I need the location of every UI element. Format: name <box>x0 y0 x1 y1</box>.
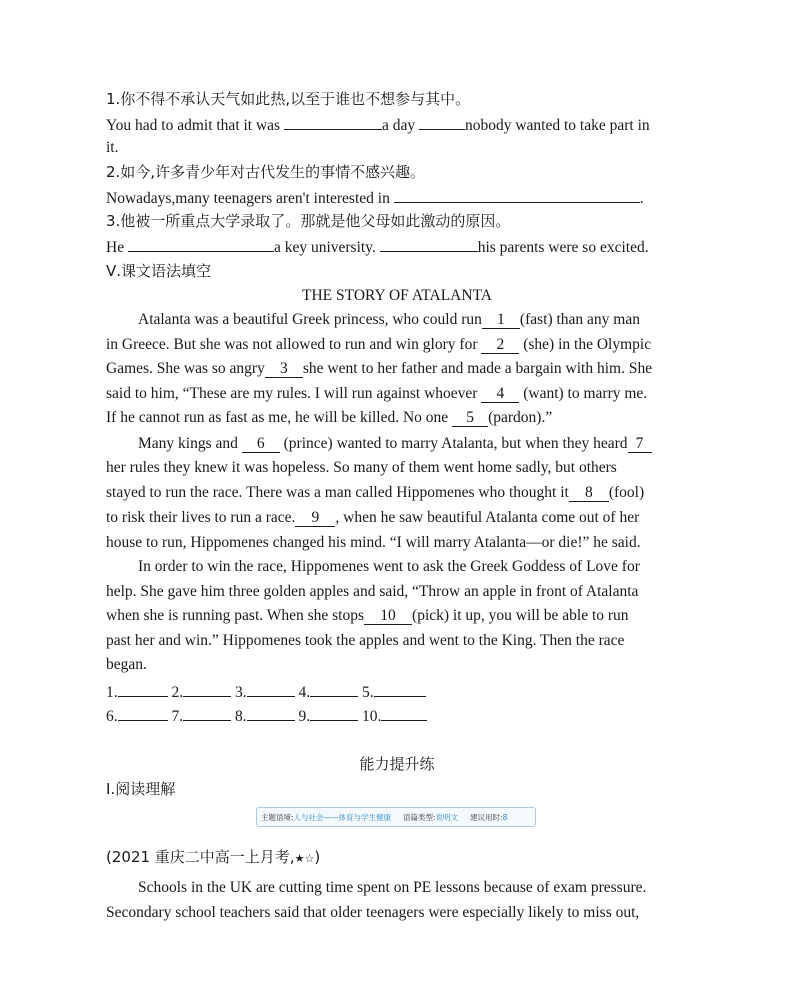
answer-blank[interactable] <box>310 681 358 697</box>
subsection-heading: Ⅰ.阅读理解 <box>106 780 176 798</box>
answer-blank[interactable] <box>183 681 231 697</box>
passage-line: In order to win the race, Hippomenes went to ask the Greek Goddess of Love for <box>138 558 640 575</box>
answer-blank[interactable] <box>247 705 295 721</box>
answer-blank[interactable] <box>183 705 231 721</box>
passage-line: help. She gave him three golden apples and said, “Throw an apple in front of Atalanta <box>106 583 639 600</box>
passage-line: in Greece. But she was not allowed to run and win glory for 2 (she) in the Olympic <box>106 336 652 353</box>
passage-line: stayed to run the race. There was a man called Hippomenes who thought it 8 (fool) <box>106 484 645 501</box>
passage-line: past her and win.” Hippomenes took the apples and went to the King. Then the race <box>106 632 625 649</box>
passage-line: Atalanta was a beautiful Greek princess, who could run 1 (fast) than any man <box>138 311 640 328</box>
passage-line: Secondary school teachers said that older teenagers were especially likely to miss out, <box>106 904 640 921</box>
source-note: (2021 重庆二中高一上月考,★☆) <box>106 848 321 866</box>
blank-number[interactable]: 4 <box>481 385 519 403</box>
question-1-english-cont: it. <box>106 139 119 156</box>
passage-line: Schools in the UK are cutting time spent on PE lessons because of exam pressure. <box>138 879 647 896</box>
answer-row: 1. 2. 3. 4. 5. <box>106 681 426 703</box>
passage-line: Many kings and 6 (prince) wanted to marry Atalanta, but when they heard 7 <box>138 434 652 454</box>
blank-number[interactable]: 1 <box>482 311 520 329</box>
blank-number[interactable]: 6 <box>242 435 280 453</box>
question-1-chinese: 1.你不得不承认天气如此热,以至于谁也不想参与其中。 <box>106 90 471 108</box>
blank-number[interactable]: 7 <box>628 435 652 453</box>
answer-blank[interactable] <box>394 187 640 203</box>
passage-line: when she is running past. When she stops 10 (pick) it up, you will be able to run <box>106 607 629 624</box>
passage-line: If he cannot run as fast as me, he will be killed. No one 5 (pardon).” <box>106 409 553 426</box>
passage-line: to risk their lives to run a race. 9 , when he saw beautiful Atalanta come out of her <box>106 509 640 526</box>
blank-number[interactable]: 2 <box>481 336 519 354</box>
answer-blank[interactable] <box>374 681 426 697</box>
passage-line: house to run, Hippomenes changed his mind. “I will marry Atalanta—or die!” he said. <box>106 534 641 551</box>
answer-blank[interactable] <box>247 681 295 697</box>
passage-line: said to him, “These are my rules. I will run against whoever 4 (want) to marry me. <box>106 385 648 402</box>
answer-blank[interactable] <box>380 236 478 252</box>
blank-number[interactable]: 5 <box>452 409 488 427</box>
answer-row: 6. 7. 8. 9. 10. <box>106 705 427 727</box>
answer-blank[interactable] <box>381 705 427 721</box>
section-heading: Ⅴ.课文语法填空 <box>106 262 212 280</box>
passage-line: her rules they knew it was hopeless. So many of them went home sadly, but others <box>106 459 617 476</box>
blank-number[interactable]: 3 <box>265 360 303 378</box>
answer-blank[interactable] <box>118 681 168 697</box>
passage-line: began. <box>106 656 147 673</box>
question-2-chinese: 2.如今,许多青少年对古代发生的事情不感兴趣。 <box>106 163 426 181</box>
question-3-chinese: 3.他被一所重点大学录取了。那就是他父母如此激动的原因。 <box>106 212 511 230</box>
difficulty-stars-icon: ★☆ <box>294 852 315 865</box>
answer-blank[interactable] <box>310 705 358 721</box>
question-2-english: Nowadays,many teenagers aren't interested in . <box>106 187 644 209</box>
topic-banner: 主题语境:人与社会——体育与学生健康 语篇类型:说明文 建议用时:8 <box>256 807 536 827</box>
question-3-english: He a key university. his parents were so excited. <box>106 236 649 258</box>
blank-number[interactable]: 10 <box>364 607 412 625</box>
blank-number[interactable]: 8 <box>569 484 609 502</box>
section-heading: 能力提升练 <box>359 755 435 773</box>
answer-blank[interactable] <box>284 114 382 130</box>
passage-title: THE STORY OF ATALANTA <box>302 287 492 304</box>
question-1-english: You had to admit that it was a day nobody wanted to take part in <box>106 114 650 136</box>
answer-blank[interactable] <box>419 114 465 130</box>
passage-line: Games. She was so angry 3 she went to her father and made a bargain with him. She <box>106 360 653 377</box>
answer-blank[interactable] <box>118 705 168 721</box>
answer-blank[interactable] <box>128 236 274 252</box>
blank-number[interactable]: 9 <box>295 509 335 527</box>
